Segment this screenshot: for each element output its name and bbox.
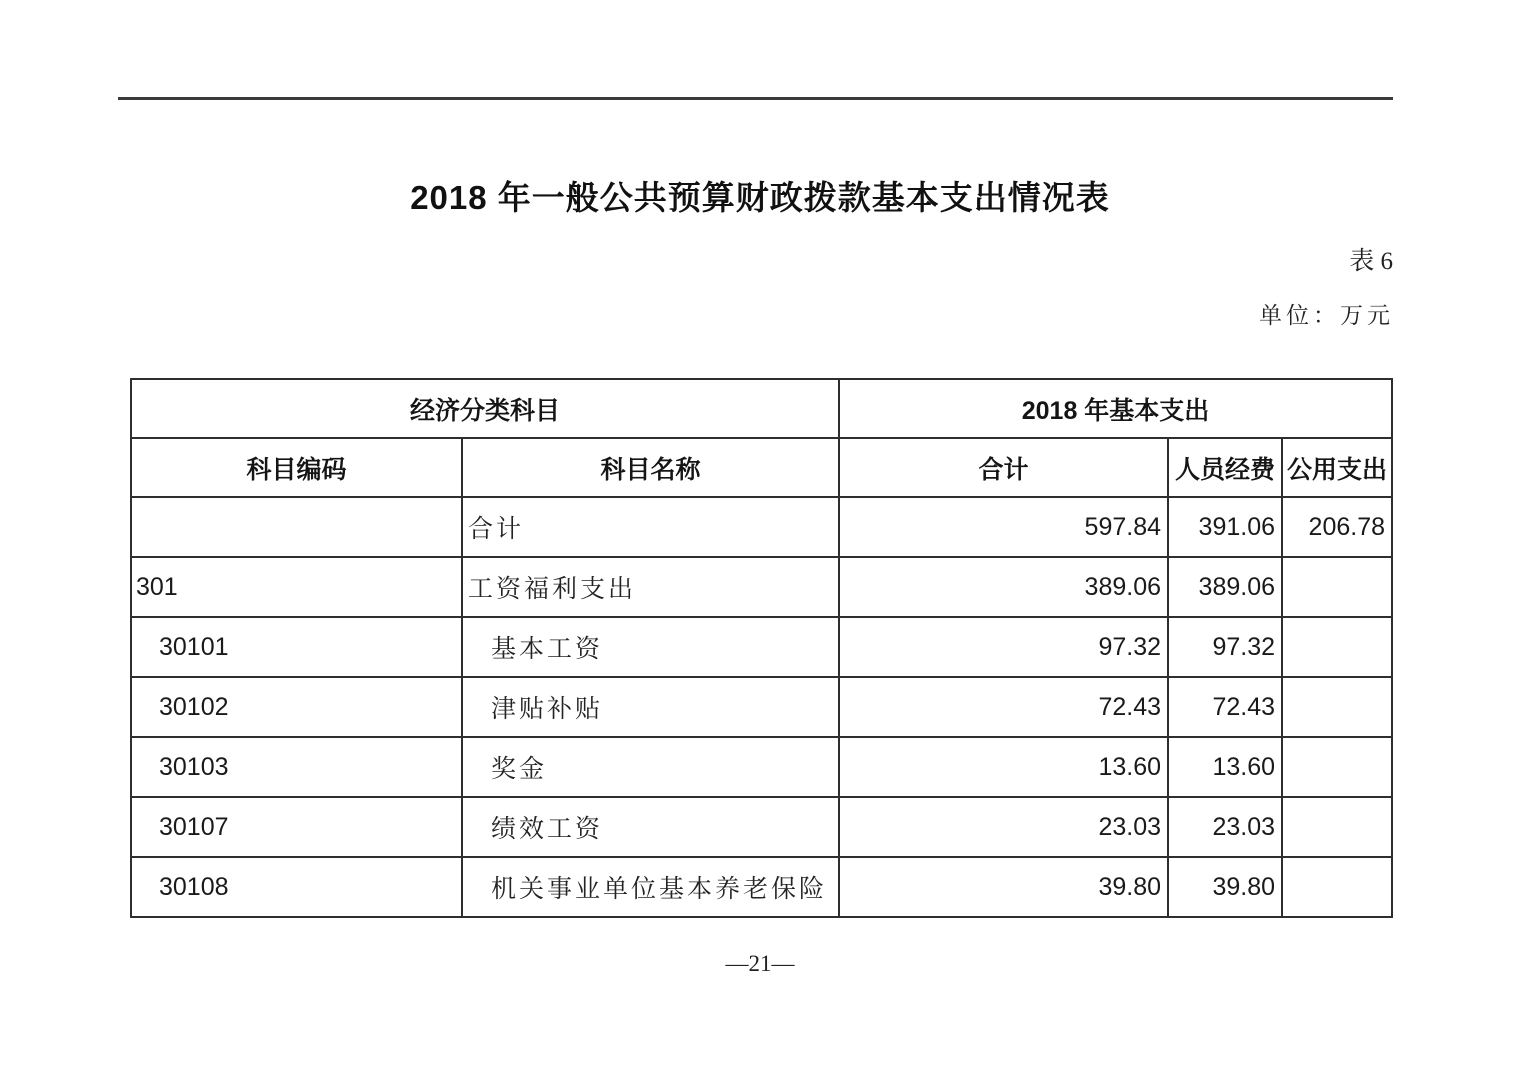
budget-expenditure-table xyxy=(130,378,1393,918)
total-value-cell: 389.06 xyxy=(839,557,1168,617)
subject-name-cell: 绩效工资 xyxy=(462,797,839,857)
personnel-funds-value-cell: 72.43 xyxy=(1168,677,1282,737)
column-header-personnel-funds: 人员经费 xyxy=(1168,438,1282,497)
group-header-row xyxy=(131,379,1392,438)
unit-label: 单位：万元 xyxy=(1259,303,1394,328)
column-header-public-expenditure: 公用支出 xyxy=(1282,438,1392,497)
subject-name-cell: 工资福利支出 xyxy=(462,557,839,617)
table-row xyxy=(131,857,1392,917)
subject-name-cell: 津贴补贴 xyxy=(462,677,839,737)
column-header-subject-name: 科目名称 xyxy=(462,438,839,497)
table-row xyxy=(131,737,1392,797)
table-header xyxy=(131,379,1392,497)
subject-name-cell: 机关事业单位基本养老保险 xyxy=(462,857,839,917)
subject-code-cell xyxy=(131,497,462,557)
group-header-economic-classification: 经济分类科目 xyxy=(131,379,839,438)
public-expenditure-value-cell: 206.78 xyxy=(1282,497,1392,557)
personnel-funds-value-cell: 97.32 xyxy=(1168,617,1282,677)
public-expenditure-value-cell xyxy=(1282,737,1392,797)
page-title: 2018 年一般公共预算财政拨款基本支出情况表 xyxy=(410,179,1110,216)
total-value-cell: 72.43 xyxy=(839,677,1168,737)
subject-code-cell: 30101 xyxy=(131,617,462,677)
subject-code-cell: 30107 xyxy=(131,797,462,857)
public-expenditure-value-cell xyxy=(1282,797,1392,857)
personnel-funds-value-cell: 23.03 xyxy=(1168,797,1282,857)
page-number: —21— xyxy=(725,951,795,976)
total-value-cell: 23.03 xyxy=(839,797,1168,857)
table-body xyxy=(131,497,1392,917)
public-expenditure-value-cell xyxy=(1282,857,1392,917)
total-value-cell: 13.60 xyxy=(839,737,1168,797)
column-header-total: 合计 xyxy=(839,438,1168,497)
table-row xyxy=(131,557,1392,617)
table-row xyxy=(131,497,1392,557)
subject-code-cell: 30102 xyxy=(131,677,462,737)
personnel-funds-value-cell: 13.60 xyxy=(1168,737,1282,797)
table-row xyxy=(131,617,1392,677)
subject-code-cell: 301 xyxy=(131,557,462,617)
public-expenditure-value-cell xyxy=(1282,617,1392,677)
subject-code-cell: 30103 xyxy=(131,737,462,797)
table-row xyxy=(131,677,1392,737)
column-header-subject-code: 科目编码 xyxy=(131,438,462,497)
table-row xyxy=(131,797,1392,857)
total-value-cell: 97.32 xyxy=(839,617,1168,677)
total-value-cell: 597.84 xyxy=(839,497,1168,557)
table-number-label: 表 6 xyxy=(1349,248,1393,275)
subject-name-cell: 奖金 xyxy=(462,737,839,797)
personnel-funds-value-cell: 389.06 xyxy=(1168,557,1282,617)
personnel-funds-value-cell: 391.06 xyxy=(1168,497,1282,557)
subject-name-cell: 基本工资 xyxy=(462,617,839,677)
subject-code-cell: 30108 xyxy=(131,857,462,917)
public-expenditure-value-cell xyxy=(1282,557,1392,617)
column-header-row xyxy=(131,438,1392,497)
total-value-cell: 39.80 xyxy=(839,857,1168,917)
public-expenditure-value-cell xyxy=(1282,677,1392,737)
group-header-basic-expenditure-2018: 2018 年基本支出 xyxy=(839,379,1392,438)
header-rule xyxy=(118,97,1393,100)
personnel-funds-value-cell: 39.80 xyxy=(1168,857,1282,917)
subject-name-cell: 合计 xyxy=(462,497,839,557)
